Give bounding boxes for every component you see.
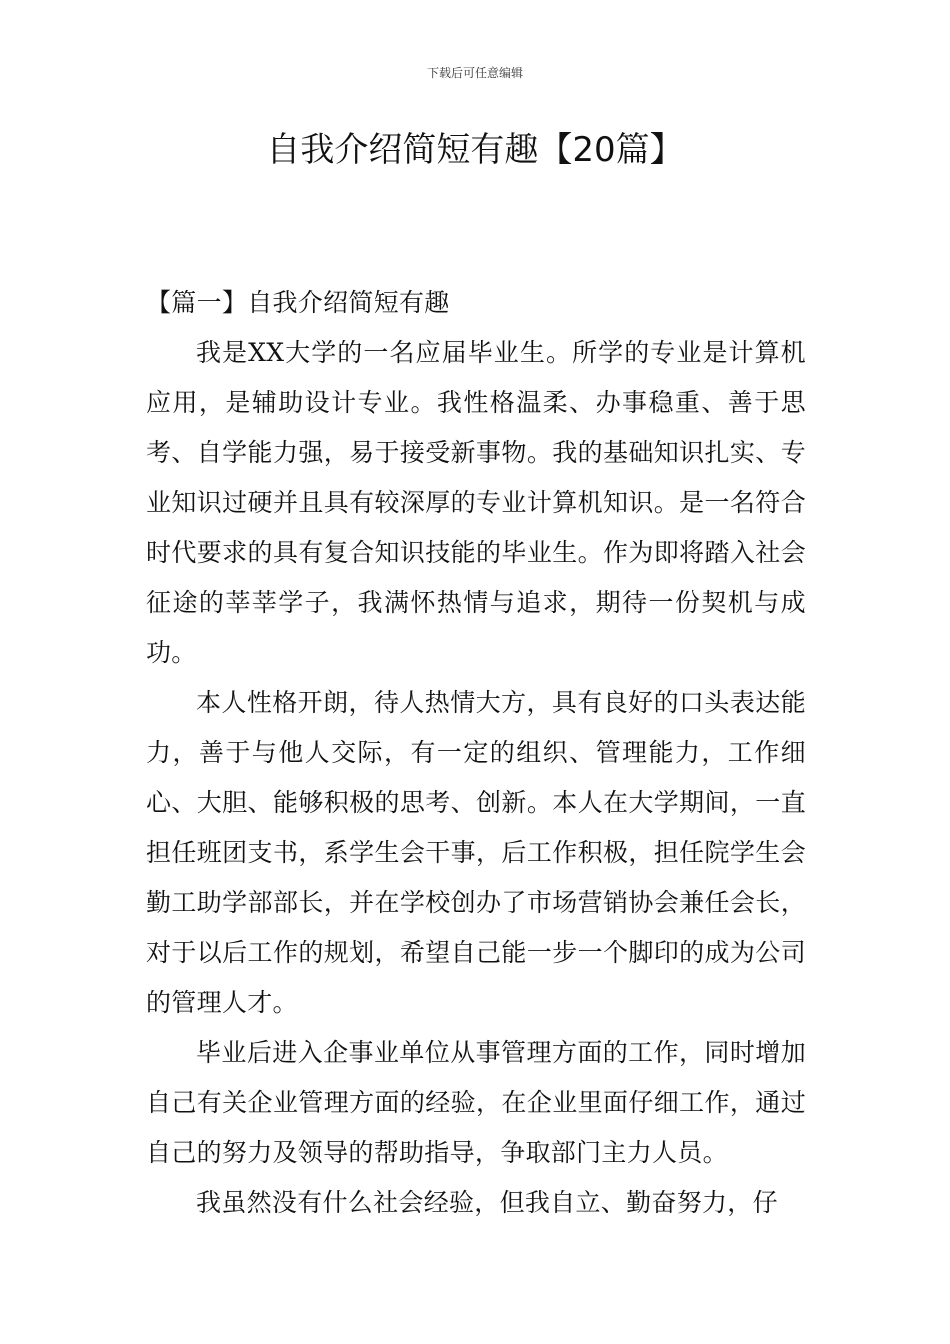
paragraph: 本人性格开朗，待人热情大方，具有良好的口头表达能力，善于与他人交际，有一定的组织、管理能力，工作细心、大胆、能够积极的思考、创新。本人在大学期间，一直担任班团支书，系学生会干事，后工作积极，担任院学生会勤工助学部部长，并在学校创办了市场营销协会兼任会长，对于以后工作的规划，希望自己能一步一个脚印的成为公司的管理人才。	[146, 688, 806, 1017]
document-title: 自我介绍简短有趣【20篇】	[266, 130, 684, 170]
header-note: 下载后可任意编辑	[426, 66, 523, 80]
paragraph: 我虽然没有什么社会经验，但我自立、勤奋努力，仔	[196, 1188, 778, 1217]
paragraph: 毕业后进入企事业单位从事管理方面的工作，同时增加自己有关企业管理方面的经验，在企业里面仔细工作，通过自己的努力及领导的帮助指导，争取部门主力人员。	[146, 1038, 806, 1167]
document-body	[146, 278, 806, 1228]
section-heading: 【篇一】自我介绍简短有趣	[146, 288, 450, 317]
paragraph: 我是XX大学的一名应届毕业生。所学的专业是计算机应用，是辅助设计专业。我性格温柔、办事稳重、善于思考、自学能力强，易于接受新事物。我的基础知识扎实、专业知识过硬并且具有较深厚的专业计算机知识。是一名符合时代要求的具有复合知识技能的毕业生。作为即将踏入社会征途的莘莘学子，我满怀热情与追求，期待一份契机与成功。	[146, 338, 806, 667]
